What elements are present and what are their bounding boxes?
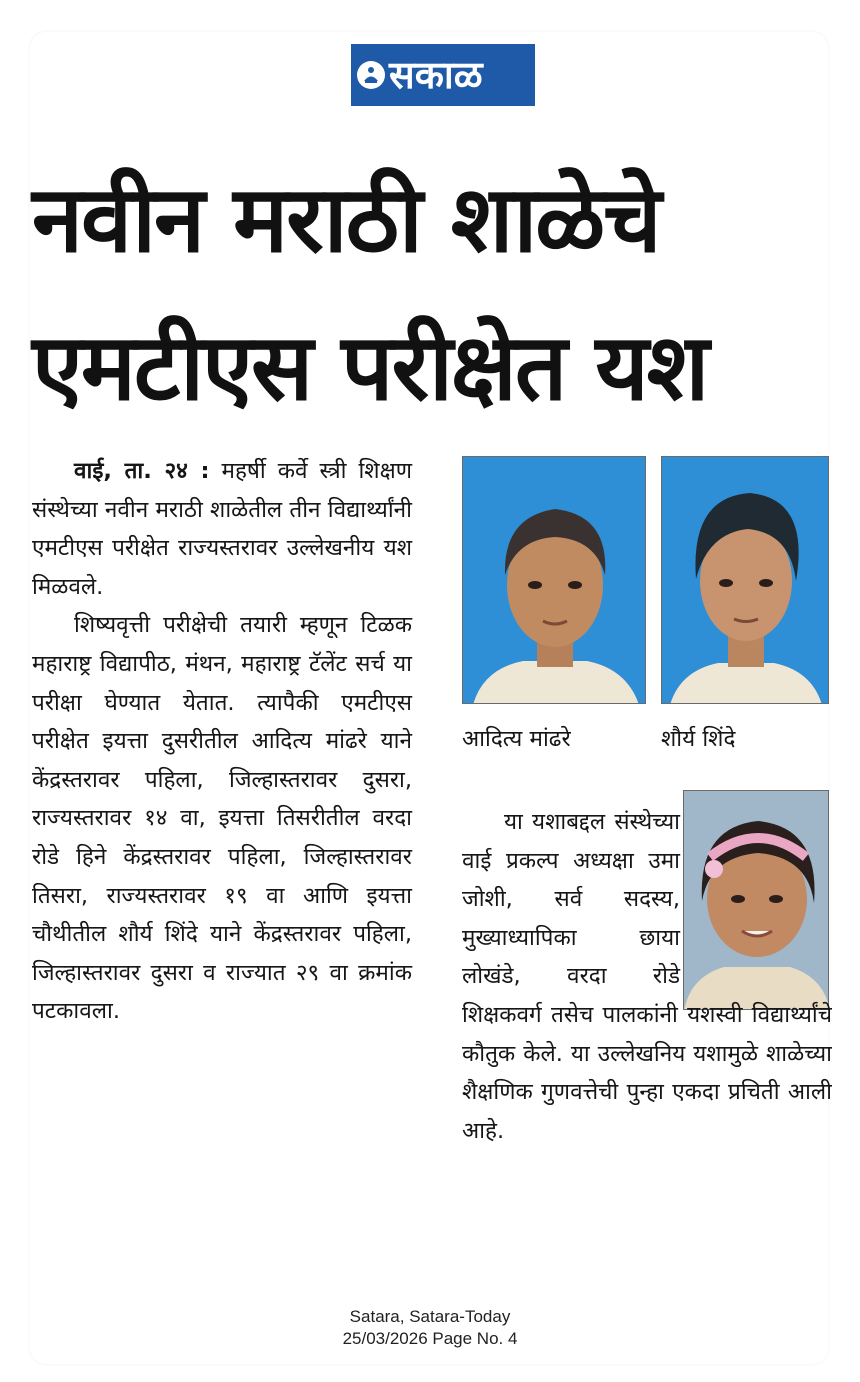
photo-wrap-spacer xyxy=(680,803,832,991)
sakal-logo xyxy=(351,44,535,106)
headline xyxy=(32,146,822,442)
paragraph-1-text: महर्षी कर्वे स्त्री शिक्षण संस्थेच्या नवीन मराठी शाळेतील तीन विद्यार्थ्यांनी एमटीएस परीक्षेत राज्यस्तरावर उल्लेखनीय यश मिळवले. xyxy=(32,458,412,600)
headline-line-1: नवीन मराठी शाळेचे xyxy=(32,166,660,273)
dateline: वाई, ता. २४ : xyxy=(74,458,210,484)
photo-caption-shaurya: शौर्य शिंदे xyxy=(661,726,736,752)
article-left-column xyxy=(32,452,412,1031)
photo-caption-aditya: आदित्य मांढरे xyxy=(462,726,571,752)
headline-line-2: एमटीएस परीक्षेत यश xyxy=(32,314,708,421)
footer-date-page: 25/03/2026 Page No. 4 xyxy=(342,1329,518,1348)
article-paragraph-2: शिष्यवृत्ती परीक्षेची तयारी म्हणून टिळक महाराष्ट्र विद्यापीठ, मंथन, महाराष्ट्र टॅलेंट सर्च या परीक्षा घेण्यात येतात. त्यापैकी एमटीएस परीक्षेत इयत्ता दुसरीतील आदित्य मांढरे याने केंद्रस्तरावर पहिला, जिल्हास्तरावर दुसरा, राज्यस्तरावर १४ वा, इयत्ता तिसरीतील वरदा रोडे हिने केंद्रस्तरावर पहिला, जिल्हास्तरावर तिसरा, राज्यस्तरावर १९ वा आणि इयत्ता चौथीतील शौर्य शिंदे याने केंद्रस्तरावर पहिला, जिल्हास्तरावर दुसरा व राज्यात २९ वा क्रमांक पटकावला. xyxy=(32,612,412,1025)
logo-text: सकाळ xyxy=(389,53,483,97)
student-photo-aditya xyxy=(462,456,646,704)
footer-source: Satara, Satara-Today xyxy=(349,1307,511,1326)
article-paragraph-3: या यशाबद्दल संस्थेच्या वाई प्रकल्प अध्यक्षा उमा जोशी, सर्व सदस्य, मुख्याध्यापिका छाया लोखंडे, वरदा रोडे शिक्षकवर्ग तसेच पालकांनी यशस्वी विद्यार्थ्यांचे कौतुक केले. या उल्लेखनिय यशामुळे शाळेच्या शैक्षणिक गुणवत्तेची पुन्हा एकदा प्रचिती आली आहे. xyxy=(462,809,832,1144)
article-right-column xyxy=(462,803,832,1150)
sakal-emblem-icon xyxy=(357,61,385,89)
clipping-footer xyxy=(0,1306,860,1350)
article-paragraph-1 xyxy=(32,452,412,606)
student-photo-shaurya xyxy=(661,456,829,704)
